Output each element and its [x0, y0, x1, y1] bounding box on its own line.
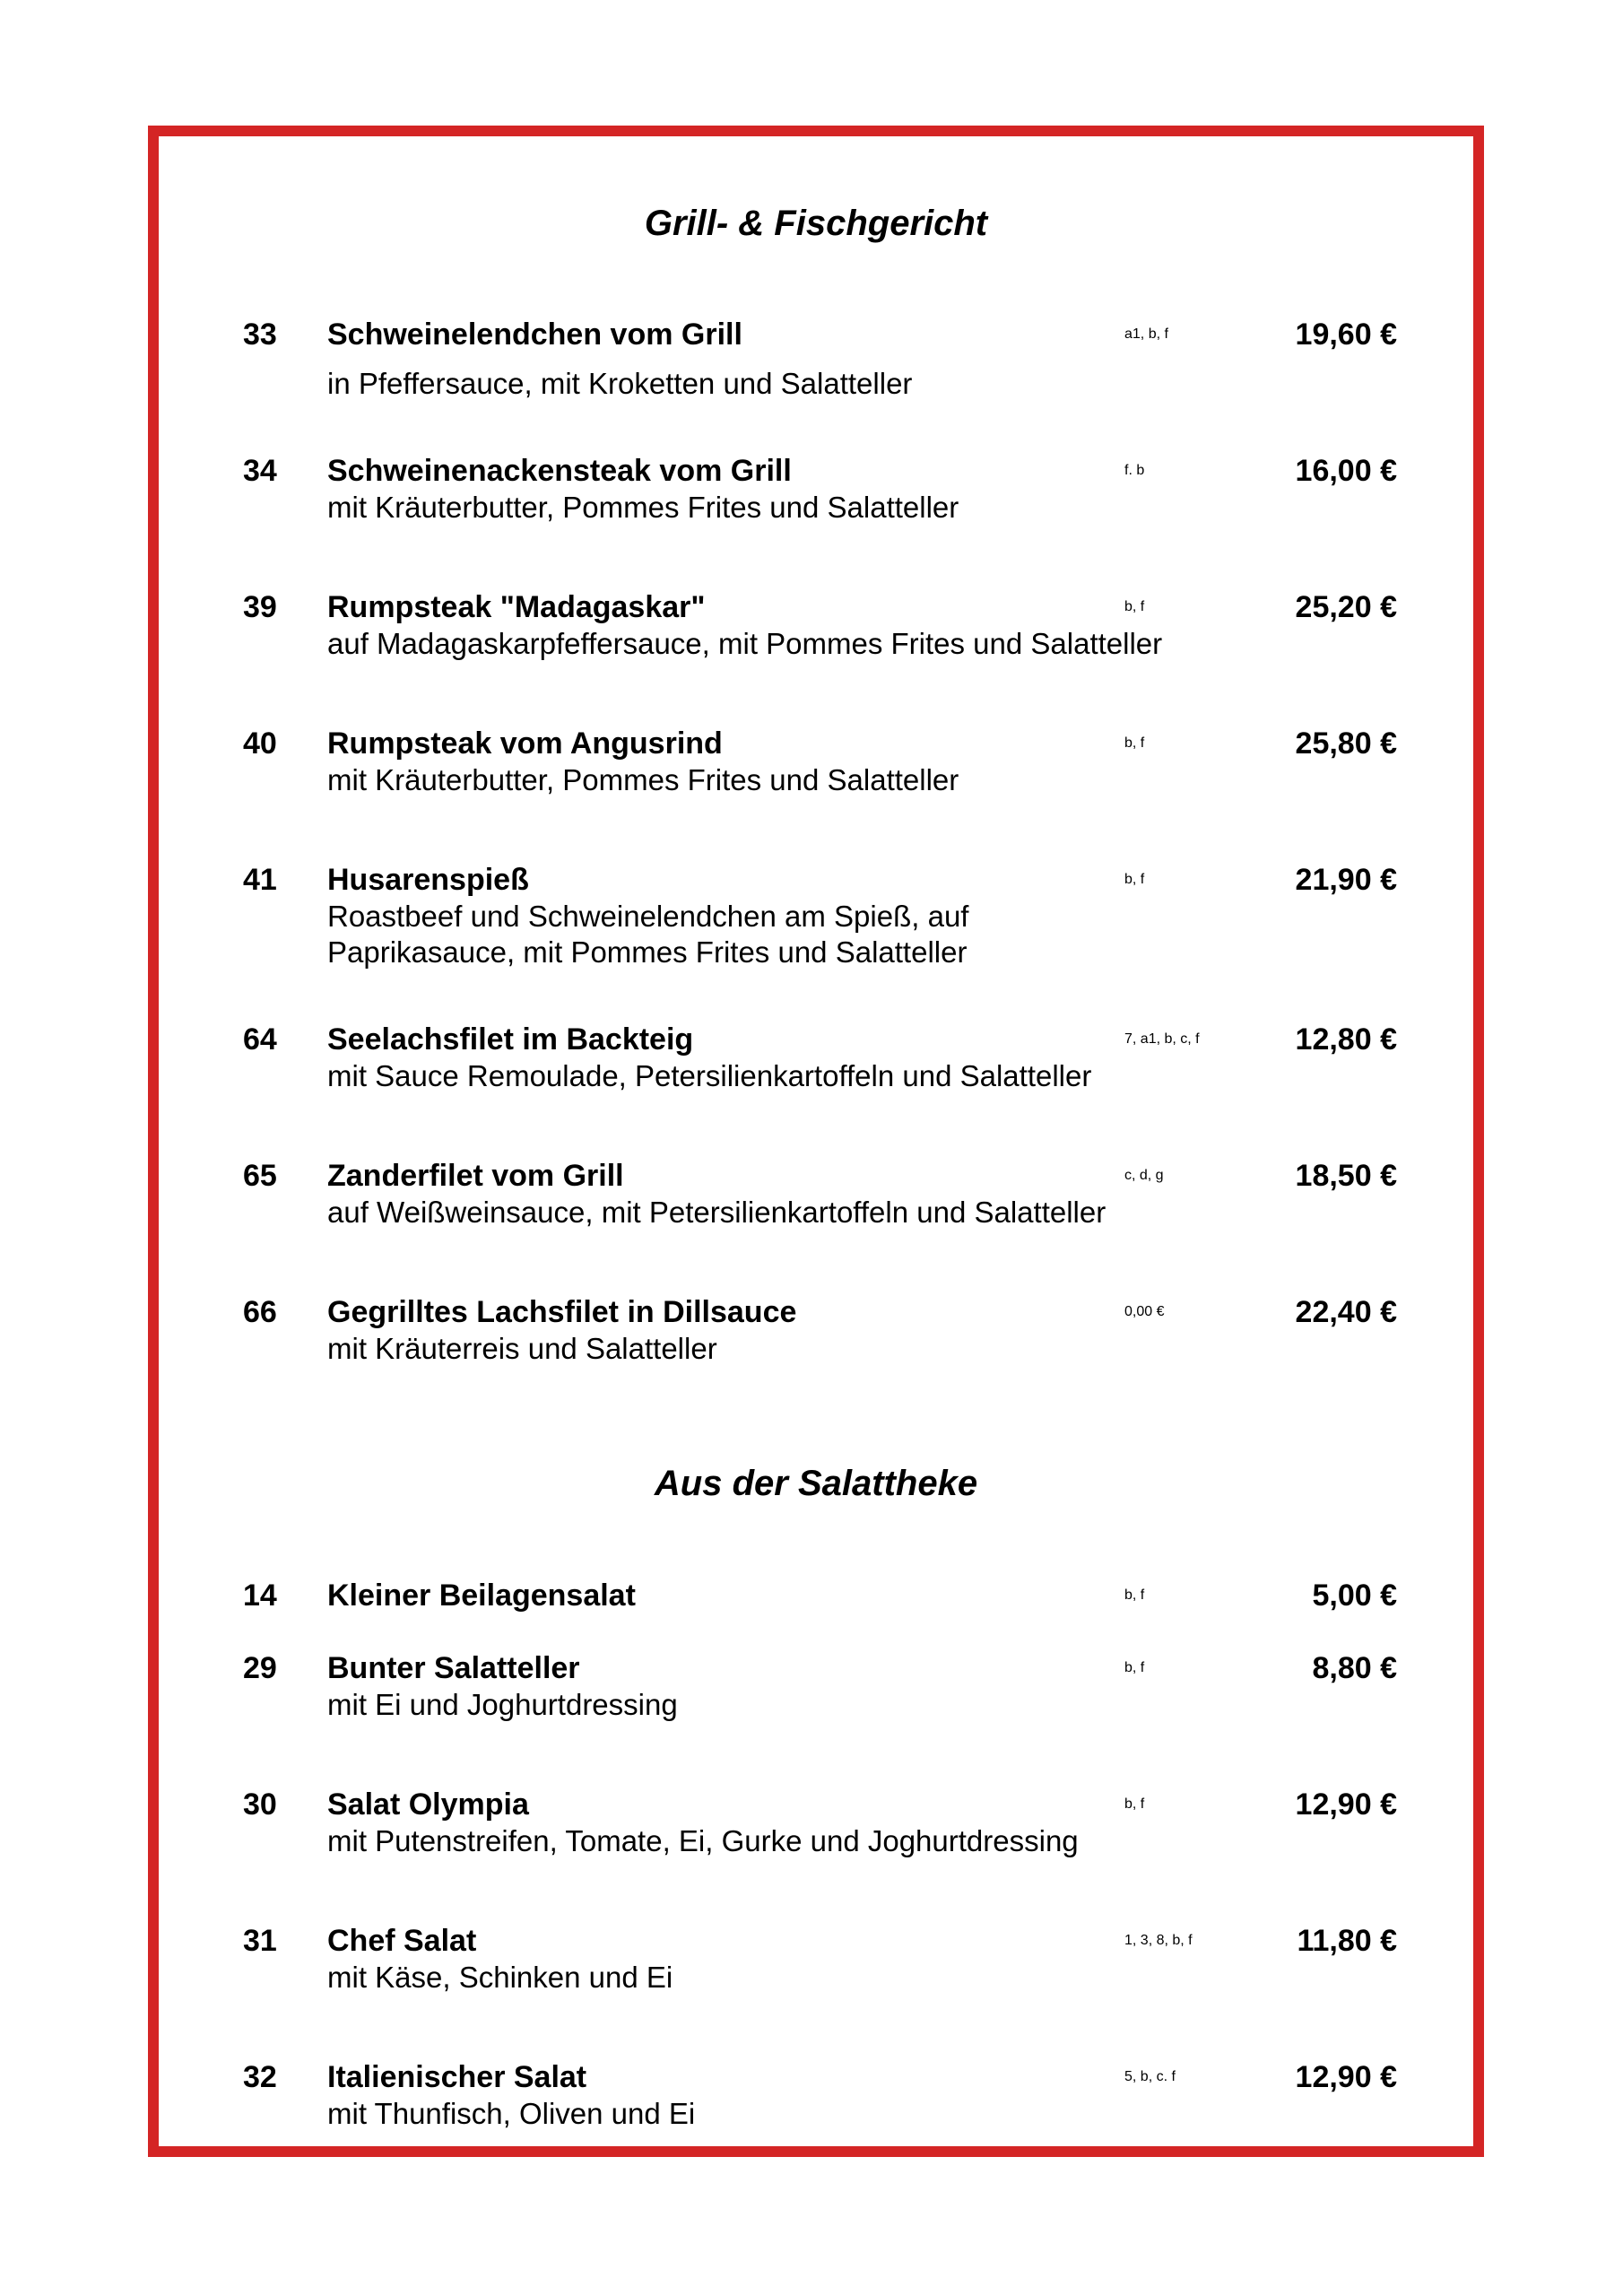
item-name: Schweinenackensteak vom Grill	[327, 454, 792, 488]
item-name: Bunter Salatteller	[327, 1651, 580, 1685]
menu-frame	[148, 126, 1484, 2157]
item-price: 25,80 €	[1295, 726, 1397, 761]
item-name: Zanderfilet vom Grill	[327, 1159, 624, 1193]
item-allergens: c, d, g	[1124, 1168, 1164, 1183]
item-description: in Pfeffersauce, mit Kroketten und Salatteller	[327, 367, 913, 400]
item-description: Roastbeef und Schweinelendchen am Spieß, auf Paprikasauce, mit Pommes Frites und Salatteller	[327, 900, 969, 969]
item-price: 12,80 €	[1295, 1022, 1397, 1057]
item-allergens: f. b	[1124, 463, 1145, 478]
item-price: 8,80 €	[1312, 1651, 1397, 1685]
item-description: mit Kräuterbutter, Pommes Frites und Salatteller	[327, 491, 959, 524]
item-allergens: b, f	[1124, 1587, 1145, 1603]
item-price: 21,90 €	[1295, 863, 1397, 897]
menu-item-66	[159, 1295, 1473, 1365]
item-allergens: a1, b, f	[1124, 326, 1168, 342]
item-number: 32	[243, 2060, 277, 2094]
item-name: Rumpsteak vom Angusrind	[327, 726, 723, 761]
menu-item-30	[159, 1787, 1473, 1857]
menu-item-29	[159, 1651, 1473, 1721]
item-name: Kleiner Beilagensalat	[327, 1578, 636, 1613]
item-description: mit Sauce Remoulade, Petersilienkartoffeln und Salatteller	[327, 1059, 1092, 1092]
item-allergens: 7, a1, b, c, f	[1124, 1031, 1200, 1047]
menu-item-39	[159, 590, 1473, 660]
item-price: 11,80 €	[1297, 1924, 1397, 1958]
item-allergens: b, f	[1124, 735, 1145, 751]
item-allergens: 5, b, c. f	[1124, 2069, 1176, 2084]
item-price: 12,90 €	[1295, 2060, 1397, 2094]
item-price: 16,00 €	[1295, 454, 1397, 488]
item-number: 64	[243, 1022, 277, 1057]
item-allergens: b, f	[1124, 1660, 1145, 1675]
item-description: mit Kräuterreis und Salatteller	[327, 1332, 717, 1365]
menu-item-32	[159, 2060, 1473, 2130]
item-price: 22,40 €	[1295, 1295, 1397, 1329]
item-number: 14	[243, 1578, 277, 1613]
item-allergens: b, f	[1124, 872, 1145, 887]
item-number: 33	[243, 317, 277, 352]
item-number: 41	[243, 863, 277, 897]
item-price: 12,90 €	[1295, 1787, 1397, 1822]
menu-item-64	[159, 1022, 1473, 1092]
item-description: auf Madagaskarpfeffersauce, mit Pommes Frites und Salatteller	[327, 627, 1163, 660]
item-name: Gegrilltes Lachsfilet in Dillsauce	[327, 1295, 797, 1329]
item-description: mit Kräuterbutter, Pommes Frites und Salatteller	[327, 763, 959, 796]
menu-item-33	[159, 317, 1473, 400]
menu-item-34	[159, 454, 1473, 524]
item-price: 18,50 €	[1295, 1159, 1397, 1193]
item-description: auf Weißweinsauce, mit Petersilienkartoffeln und Salatteller	[327, 1196, 1107, 1229]
item-name: Husarenspieß	[327, 863, 529, 897]
section-title-salad: Aus der Salattheke	[654, 1464, 978, 1503]
item-number: 40	[243, 726, 277, 761]
item-price: 25,20 €	[1295, 590, 1397, 624]
item-allergens: 1, 3, 8, b, f	[1124, 1933, 1193, 1948]
item-description: mit Putenstreifen, Tomate, Ei, Gurke und Joghurtdressing	[327, 1824, 1079, 1857]
item-name: Schweinelendchen vom Grill	[327, 317, 742, 352]
item-name: Rumpsteak "Madagaskar"	[327, 590, 706, 624]
item-number: 66	[243, 1295, 277, 1329]
item-description: mit Thunfisch, Oliven und Ei	[327, 2097, 696, 2130]
menu-item-14	[159, 1578, 1473, 1613]
item-number: 29	[243, 1651, 277, 1685]
item-allergens: b, f	[1124, 599, 1145, 614]
item-name: Italienischer Salat	[327, 2060, 587, 2094]
section-title-grill: Grill- & Fischgericht	[644, 204, 988, 243]
item-number: 65	[243, 1159, 277, 1193]
item-name: Chef Salat	[327, 1924, 477, 1958]
item-number: 30	[243, 1787, 277, 1822]
item-number: 31	[243, 1924, 277, 1958]
item-allergens: b, f	[1124, 1796, 1145, 1812]
item-description: mit Käse, Schinken und Ei	[327, 1961, 673, 1994]
item-number: 34	[243, 454, 277, 488]
item-allergens: 0,00 €	[1124, 1304, 1165, 1319]
item-description: mit Ei und Joghurtdressing	[327, 1688, 678, 1721]
item-price: 5,00 €	[1312, 1578, 1397, 1613]
item-number: 39	[243, 590, 277, 624]
item-price: 19,60 €	[1295, 317, 1397, 352]
menu-item-40	[159, 726, 1473, 796]
item-name: Seelachsfilet im Backteig	[327, 1022, 694, 1057]
item-name: Salat Olympia	[327, 1787, 529, 1822]
